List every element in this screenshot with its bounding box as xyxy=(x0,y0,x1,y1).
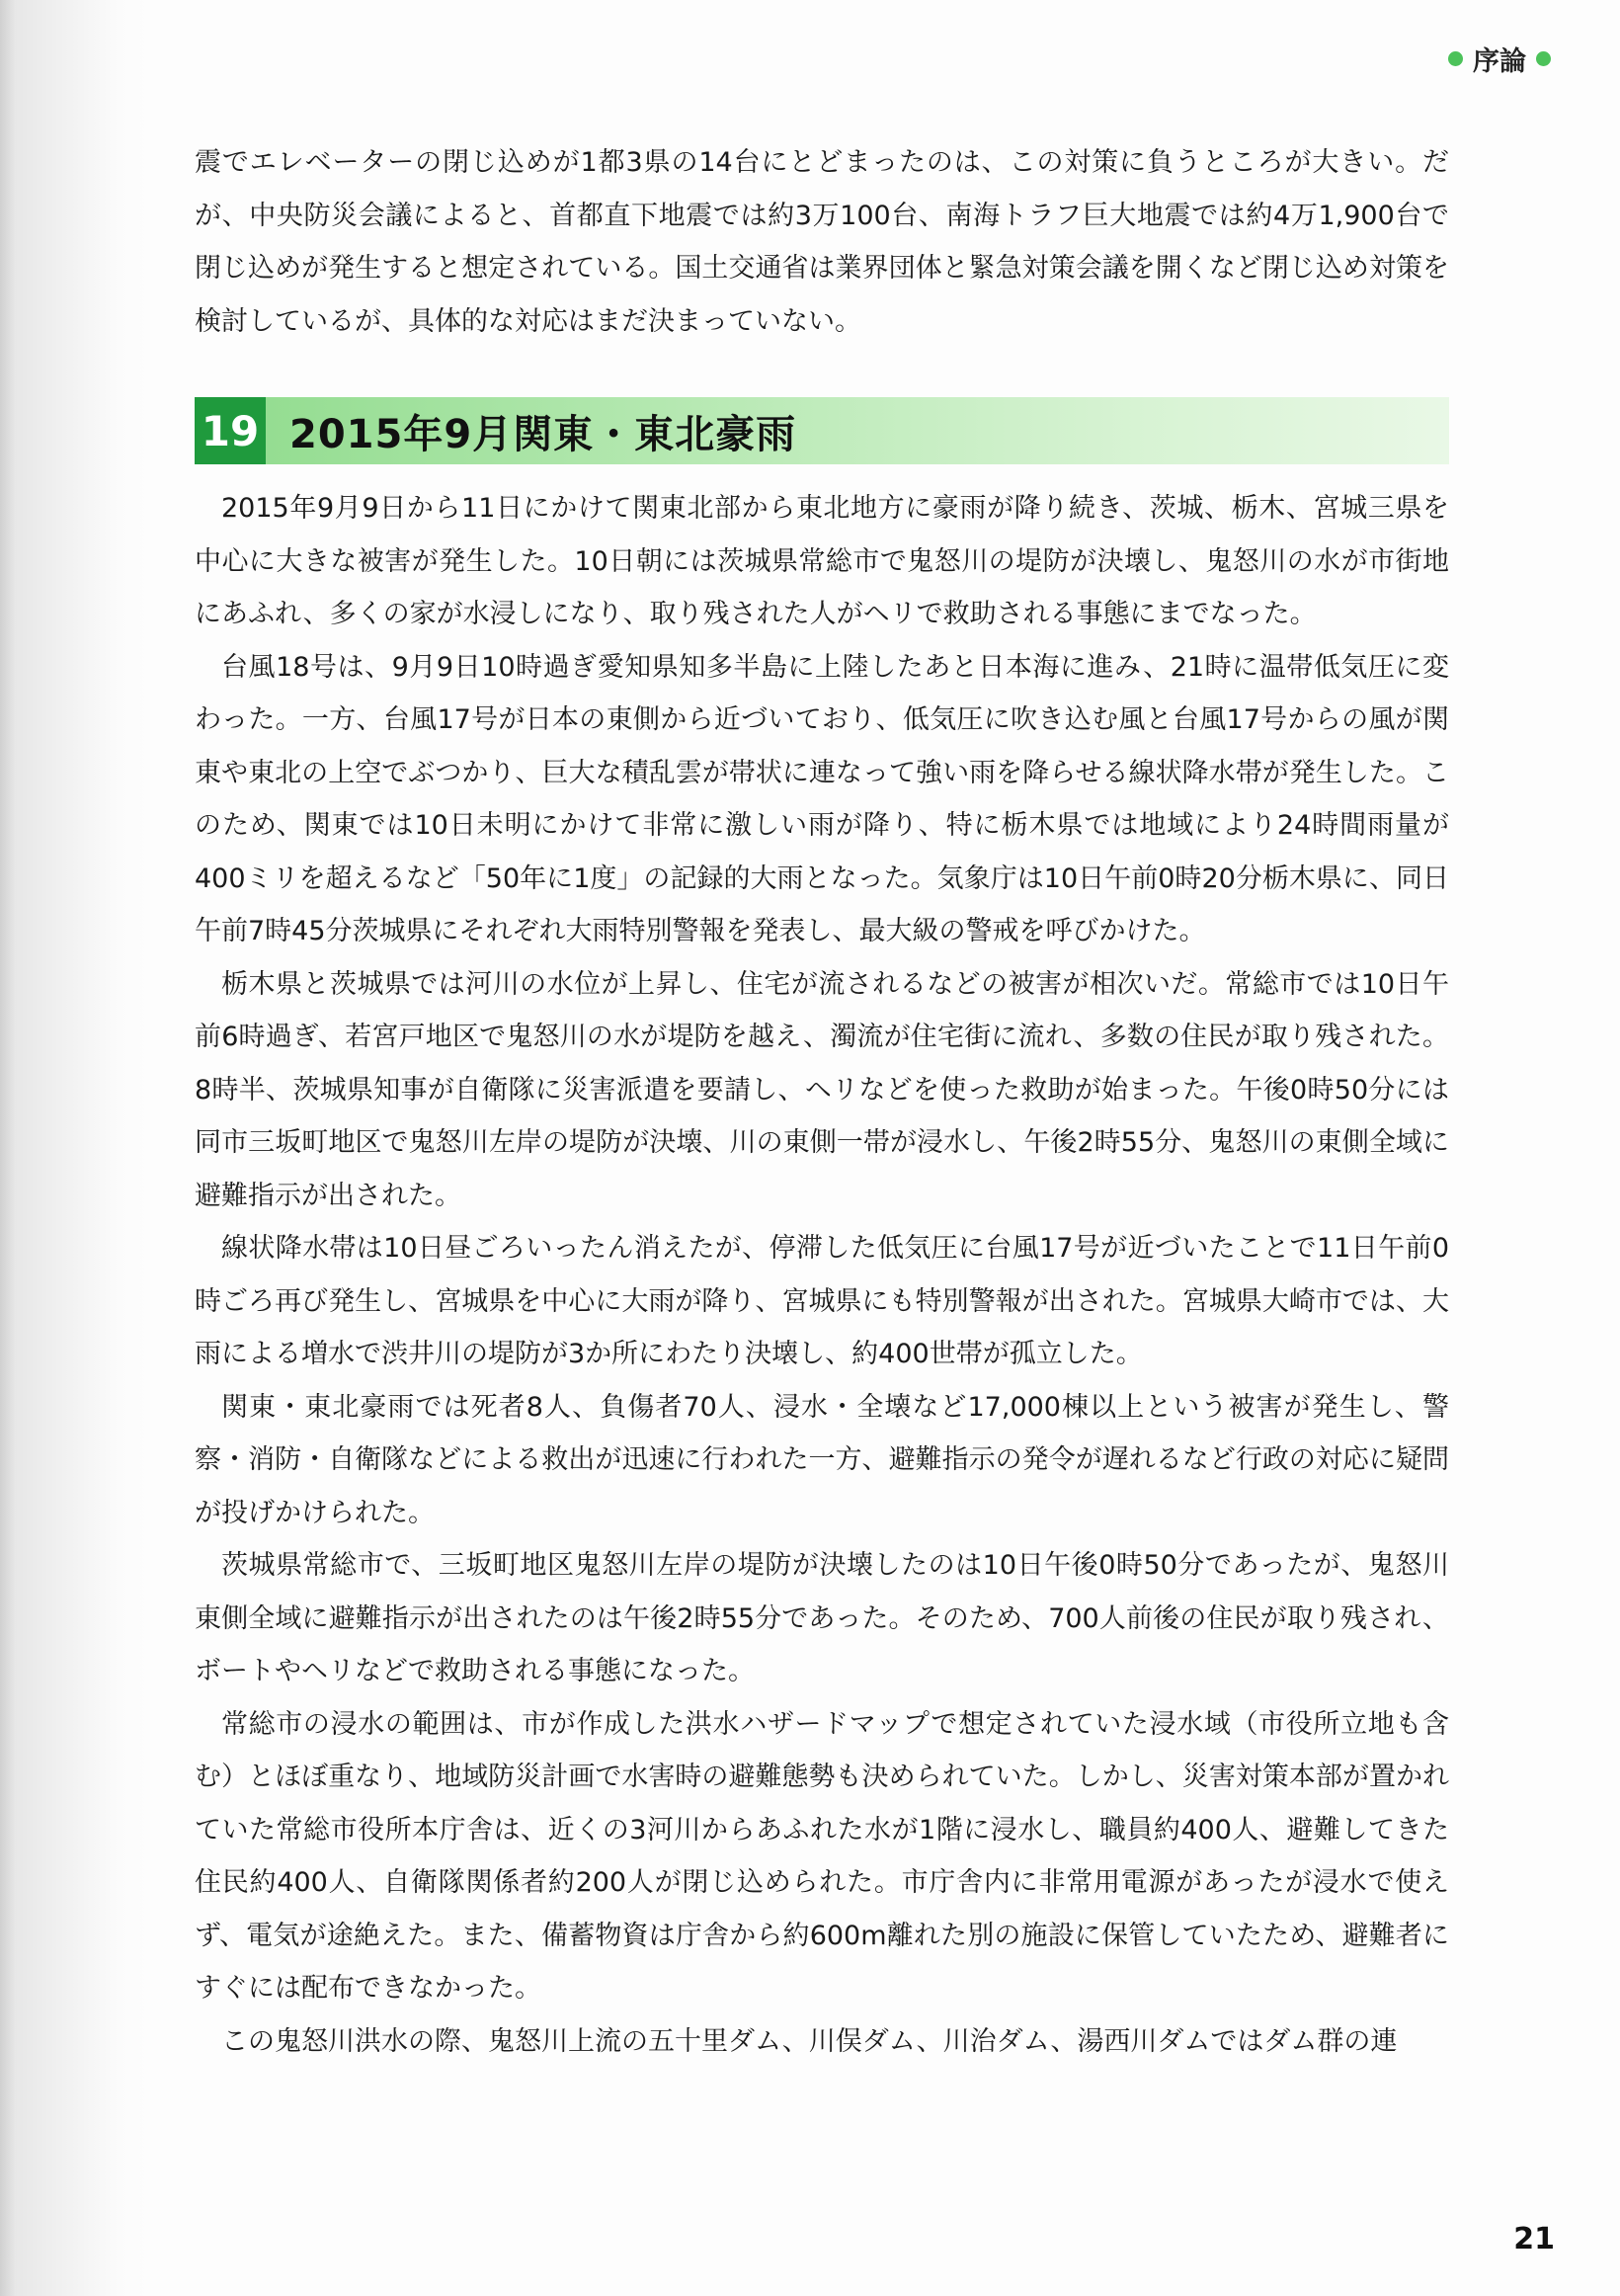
section-label-text: 序論 xyxy=(1473,46,1526,77)
body-paragraph: 台風18号は、9月9日10時過ぎ愛知県知多半島に上陸したあと日本海に進み、21時に温帯低気圧に変わった。一方、台風17号が日本の東側から近づいており、低気圧に吹き込む風と台風17号からの風が関東や東北の上空でぶつかり、巨大な積乱雲が帯状に連なって強い雨を降らせる線状降水帯が発生した。このため、関東では10日未明にかけて非常に激しい雨が降り、特に栃木県では地域により24時間雨量が400ミリを超えるなど「50年に1度」の記録的大雨となった。気象庁は10日午前0時20分栃木県に、同日午前7時45分茨城県にそれぞれ大雨特別警報を発表し、最大級の警戒を呼びかけた。 xyxy=(195,651,1449,946)
page-number: 21 xyxy=(1513,2222,1555,2256)
body-paragraph: この鬼怒川洪水の際、鬼怒川上流の五十里ダム、川俣ダム、川治ダム、湯西川ダムではダム群の連 xyxy=(221,2025,1398,2057)
intro-paragraph: 震でエレベーターの閉じ込めが1都3県の14台にとどまったのは、この対策に負うところが大きい。だが、中央防災会議によると、首都直下地震では約3万100台、南海トラフ巨大地震では約4万1,900台で閉じ込めが発生すると想定されている。国土交通省は業界団体と緊急対策会議を開くなど閉じ込め対策を検討しているが、具体的な対応はまだ決まっていない。 xyxy=(195,147,1449,337)
page-edge xyxy=(0,0,16,2296)
section-heading xyxy=(195,397,1449,464)
body-paragraph: 栃木県と茨城県では河川の水位が上昇し、住宅が流されるなどの被害が相次いだ。常総市では10日午前6時過ぎ、若宮戸地区で鬼怒川の水が堤防を越え、濁流が住宅街に流れ、多数の住民が取り残された。8時半、茨城県知事が自衛隊に災害派遣を要請し、ヘリなどを使った救助が始まった。午後0時50分には同市三坂町地区で鬼怒川左岸の堤防が決壊、川の東側一帯が浸水し、午後2時55分、鬼怒川の東側全域に避難指示が出された。 xyxy=(195,968,1449,1211)
green-dot-icon xyxy=(1536,51,1551,66)
green-dot-icon xyxy=(1448,51,1463,66)
body-paragraph: 線状降水帯は10日昼ごろいったん消えたが、停滞した低気圧に台風17号が近づいたことで11日午前0時ごろ再び発生し、宮城県を中心に大雨が降り、宮城県にも特別警報が出された。宮城県大崎市では、大雨による増水で渋井川の堤防が3か所にわたり決壊し、約400世帯が孤立した。 xyxy=(195,1233,1449,1369)
running-header xyxy=(1448,40,1551,78)
body-paragraph: 常総市の浸水の範囲は、市が作成した洪水ハザードマップで想定されていた浸水域（市役所立地も含む）とほぼ重なり、地域防災計画で水害時の避難態勢も決められていた。しかし、災害対策本部が置かれていた常総市役所本庁舎は、近くの3河川からあふれた水が1階に浸水し、職員約400人、避難してきた住民約400人、自衛隊関係者約200人が閉じ込められた。市庁舎内に非常用電源があったが浸水で使えず、電気が途絶えた。また、備蓄物資は庁舎から約600m離れた別の施設に保管していたため、避難者にすぐには配布できなかった。 xyxy=(195,1708,1449,2004)
section-title: 2015年9月関東・東北豪雨 xyxy=(289,411,797,457)
section-number-badge: 19 xyxy=(195,397,266,464)
main-text xyxy=(195,136,1449,2068)
body-paragraph: 関東・東北豪雨では死者8人、負傷者70人、浸水・全壊など17,000棟以上という被害が発生し、警察・消防・自衛隊などによる救出が迅速に行われた一方、避難指示の発令が遅れるなど行政の対応に疑問が投げかけられた。 xyxy=(195,1391,1449,1528)
page-gutter-shadow xyxy=(0,0,148,2296)
body-paragraph: 2015年9月9日から11日にかけて関東北部から東北地方に豪雨が降り続き、茨城、栃木、宮城三県を中心に大きな被害が発生した。10日朝には茨城県常総市で鬼怒川の堤防が決壊し、鬼怒川の水が市街地にあふれ、多くの家が水浸しになり、取り残された人がヘリで救助される事態にまでなった。 xyxy=(195,493,1449,629)
body-paragraph: 茨城県常総市で、三坂町地区鬼怒川左岸の堤防が決壊したのは10日午後0時50分であったが、鬼怒川東側全域に避難指示が出されたのは午後2時55分であった。そのため、700人前後の住民が取り残され、ボートやヘリなどで救助される事態になった。 xyxy=(195,1550,1449,1686)
